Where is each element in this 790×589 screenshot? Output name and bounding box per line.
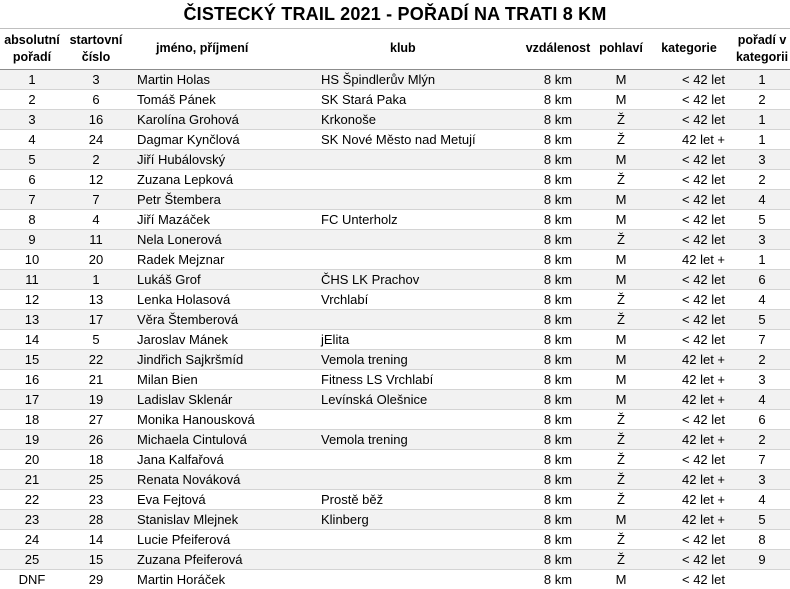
table-row[interactable]: [0, 369, 790, 389]
cell-rank[interactable]: 13: [0, 309, 64, 329]
cell-club[interactable]: [318, 189, 518, 209]
cell-gender[interactable]: M: [598, 269, 644, 289]
cell-gender[interactable]: M: [598, 189, 644, 209]
cell-club[interactable]: Vrchlabí: [318, 289, 518, 309]
cell-cat-rank[interactable]: 5: [734, 209, 790, 229]
header-rank[interactable]: absolutní pořadí: [0, 29, 64, 69]
cell-gender[interactable]: M: [598, 349, 644, 369]
cell-name[interactable]: Renata Nováková: [128, 469, 318, 489]
cell-gender[interactable]: Ž: [598, 129, 644, 149]
cell-rank[interactable]: 2: [0, 89, 64, 109]
cell-name[interactable]: Tomáš Pánek: [128, 89, 318, 109]
cell-rank[interactable]: 20: [0, 449, 64, 469]
table-row[interactable]: [0, 549, 790, 569]
table-row[interactable]: [0, 309, 790, 329]
cell-distance[interactable]: 8 km: [518, 149, 598, 169]
cell-cat-rank[interactable]: 3: [734, 149, 790, 169]
cell-club[interactable]: Klinberg: [318, 509, 518, 529]
cell-name[interactable]: Jiří Hubálovský: [128, 149, 318, 169]
cell-cat-rank[interactable]: 7: [734, 449, 790, 469]
header-club[interactable]: klub: [318, 29, 518, 69]
cell-category[interactable]: 42 let +: [644, 469, 734, 489]
cell-distance[interactable]: 8 km: [518, 349, 598, 369]
results-body: [0, 69, 790, 589]
cell-category[interactable]: 42 let +: [644, 129, 734, 149]
cell-bib[interactable]: 11: [64, 229, 128, 249]
cell-category[interactable]: 42 let +: [644, 489, 734, 509]
cell-category[interactable]: < 42 let: [644, 329, 734, 349]
cell-bib[interactable]: 20: [64, 249, 128, 269]
table-row[interactable]: [0, 149, 790, 169]
cell-rank[interactable]: 12: [0, 289, 64, 309]
table-row[interactable]: [0, 529, 790, 549]
cell-cat-rank[interactable]: 7: [734, 329, 790, 349]
cell-cat-rank[interactable]: 1: [734, 109, 790, 129]
cell-gender[interactable]: Ž: [598, 109, 644, 129]
cell-cat-rank[interactable]: 6: [734, 409, 790, 429]
cell-club[interactable]: Krkonoše: [318, 109, 518, 129]
header-name[interactable]: jméno, příjmení: [128, 29, 318, 69]
cell-name[interactable]: Jaroslav Mánek: [128, 329, 318, 349]
cell-name[interactable]: Zuzana Lepková: [128, 169, 318, 189]
cell-bib[interactable]: 27: [64, 409, 128, 429]
cell-rank[interactable]: 17: [0, 389, 64, 409]
cell-category[interactable]: 42 let +: [644, 349, 734, 369]
cell-club[interactable]: jElita: [318, 329, 518, 349]
cell-category[interactable]: < 42 let: [644, 529, 734, 549]
cell-cat-rank[interactable]: 3: [734, 369, 790, 389]
table-row[interactable]: [0, 329, 790, 349]
cell-cat-rank[interactable]: 5: [734, 509, 790, 529]
header-gender[interactable]: pohlaví: [598, 29, 644, 69]
cell-gender[interactable]: Ž: [598, 409, 644, 429]
cell-category[interactable]: < 42 let: [644, 69, 734, 89]
cell-club[interactable]: Levínská Olešnice: [318, 389, 518, 409]
cell-distance[interactable]: 8 km: [518, 169, 598, 189]
cell-name[interactable]: Nela Lonerová: [128, 229, 318, 249]
cell-gender[interactable]: Ž: [598, 169, 644, 189]
cell-category[interactable]: < 42 let: [644, 569, 734, 589]
cell-gender[interactable]: M: [598, 569, 644, 589]
cell-cat-rank[interactable]: 5: [734, 309, 790, 329]
cell-club[interactable]: Fitness LS Vrchlabí: [318, 369, 518, 389]
cell-distance[interactable]: 8 km: [518, 89, 598, 109]
table-row[interactable]: [0, 189, 790, 209]
cell-name[interactable]: Lucie Pfeiferová: [128, 529, 318, 549]
table-row[interactable]: [0, 249, 790, 269]
cell-category[interactable]: < 42 let: [644, 169, 734, 189]
table-row[interactable]: [0, 409, 790, 429]
cell-club[interactable]: [318, 529, 518, 549]
cell-bib[interactable]: 1: [64, 269, 128, 289]
cell-category[interactable]: < 42 let: [644, 549, 734, 569]
cell-rank[interactable]: 3: [0, 109, 64, 129]
cell-bib[interactable]: 5: [64, 329, 128, 349]
cell-club[interactable]: [318, 569, 518, 589]
cell-category[interactable]: < 42 let: [644, 289, 734, 309]
cell-name[interactable]: Jindřich Sajkršmíd: [128, 349, 318, 369]
cell-rank[interactable]: 25: [0, 549, 64, 569]
cell-gender[interactable]: Ž: [598, 429, 644, 449]
cell-name[interactable]: Michaela Cintulová: [128, 429, 318, 449]
cell-bib[interactable]: 18: [64, 449, 128, 469]
cell-category[interactable]: < 42 let: [644, 449, 734, 469]
cell-name[interactable]: Stanislav Mlejnek: [128, 509, 318, 529]
cell-bib[interactable]: 28: [64, 509, 128, 529]
cell-cat-rank[interactable]: 4: [734, 389, 790, 409]
cell-rank[interactable]: DNF: [0, 569, 64, 589]
cell-club[interactable]: [318, 229, 518, 249]
table-row[interactable]: [0, 509, 790, 529]
cell-bib[interactable]: 14: [64, 529, 128, 549]
cell-club[interactable]: [318, 469, 518, 489]
cell-distance[interactable]: 8 km: [518, 369, 598, 389]
cell-gender[interactable]: M: [598, 369, 644, 389]
table-row[interactable]: [0, 449, 790, 469]
cell-distance[interactable]: 8 km: [518, 229, 598, 249]
cell-distance[interactable]: 8 km: [518, 409, 598, 429]
cell-gender[interactable]: M: [598, 209, 644, 229]
table-row[interactable]: [0, 489, 790, 509]
cell-distance[interactable]: 8 km: [518, 329, 598, 349]
cell-distance[interactable]: 8 km: [518, 129, 598, 149]
header-cat-rank[interactable]: pořadí v kategorii: [734, 29, 790, 69]
cell-name[interactable]: Zuzana Pfeiferová: [128, 549, 318, 569]
cell-gender[interactable]: Ž: [598, 229, 644, 249]
cell-gender[interactable]: Ž: [598, 489, 644, 509]
cell-distance[interactable]: 8 km: [518, 529, 598, 549]
cell-bib[interactable]: 24: [64, 129, 128, 149]
cell-club[interactable]: Vemola trening: [318, 429, 518, 449]
table-row[interactable]: [0, 109, 790, 129]
cell-club[interactable]: [318, 149, 518, 169]
cell-gender[interactable]: Ž: [598, 529, 644, 549]
cell-club[interactable]: FC Unterholz: [318, 209, 518, 229]
page-title: ČISTECKÝ TRAIL 2021 - POŘADÍ NA TRATI 8 KM: [0, 0, 790, 29]
cell-rank[interactable]: 23: [0, 509, 64, 529]
cell-name[interactable]: Martin Holas: [128, 69, 318, 89]
cell-bib[interactable]: 12: [64, 169, 128, 189]
cell-name[interactable]: Martin Horáček: [128, 569, 318, 589]
table-row[interactable]: [0, 389, 790, 409]
cell-rank[interactable]: 22: [0, 489, 64, 509]
cell-gender[interactable]: M: [598, 509, 644, 529]
cell-distance[interactable]: 8 km: [518, 429, 598, 449]
cell-bib[interactable]: 19: [64, 389, 128, 409]
cell-club[interactable]: SK Nové Město nad Metují: [318, 129, 518, 149]
cell-name[interactable]: Ladislav Sklenár: [128, 389, 318, 409]
header-bib[interactable]: startovní číslo: [64, 29, 128, 69]
cell-rank[interactable]: 18: [0, 409, 64, 429]
cell-gender[interactable]: Ž: [598, 289, 644, 309]
cell-category[interactable]: < 42 let: [644, 89, 734, 109]
cell-cat-rank[interactable]: 1: [734, 129, 790, 149]
cell-bib[interactable]: 6: [64, 89, 128, 109]
cell-rank[interactable]: 6: [0, 169, 64, 189]
cell-cat-rank[interactable]: 2: [734, 169, 790, 189]
cell-bib[interactable]: 23: [64, 489, 128, 509]
cell-gender[interactable]: Ž: [598, 449, 644, 469]
cell-category[interactable]: 42 let +: [644, 249, 734, 269]
cell-club[interactable]: [318, 409, 518, 429]
cell-rank[interactable]: 10: [0, 249, 64, 269]
table-row[interactable]: [0, 169, 790, 189]
cell-rank[interactable]: 15: [0, 349, 64, 369]
cell-rank[interactable]: 4: [0, 129, 64, 149]
cell-name[interactable]: Věra Štemberová: [128, 309, 318, 329]
cell-category[interactable]: < 42 let: [644, 189, 734, 209]
cell-bib[interactable]: 16: [64, 109, 128, 129]
cell-name[interactable]: Lukáš Grof: [128, 269, 318, 289]
cell-cat-rank[interactable]: [734, 569, 790, 589]
cell-category[interactable]: < 42 let: [644, 229, 734, 249]
cell-rank[interactable]: 5: [0, 149, 64, 169]
cell-club[interactable]: [318, 449, 518, 469]
table-row[interactable]: [0, 269, 790, 289]
cell-rank[interactable]: 9: [0, 229, 64, 249]
cell-category[interactable]: < 42 let: [644, 409, 734, 429]
table-row[interactable]: [0, 129, 790, 149]
cell-club[interactable]: Vemola trening: [318, 349, 518, 369]
cell-cat-rank[interactable]: 4: [734, 289, 790, 309]
cell-bib[interactable]: 3: [64, 69, 128, 89]
cell-club[interactable]: ČHS LK Prachov: [318, 269, 518, 289]
cell-gender[interactable]: M: [598, 89, 644, 109]
cell-distance[interactable]: 8 km: [518, 389, 598, 409]
cell-name[interactable]: Monika Hanousková: [128, 409, 318, 429]
cell-distance[interactable]: 8 km: [518, 569, 598, 589]
cell-category[interactable]: < 42 let: [644, 149, 734, 169]
cell-rank[interactable]: 16: [0, 369, 64, 389]
cell-name[interactable]: Milan Bien: [128, 369, 318, 389]
cell-cat-rank[interactable]: 9: [734, 549, 790, 569]
cell-category[interactable]: 42 let +: [644, 369, 734, 389]
cell-gender[interactable]: Ž: [598, 309, 644, 329]
cell-cat-rank[interactable]: 3: [734, 229, 790, 249]
cell-club[interactable]: SK Stará Paka: [318, 89, 518, 109]
cell-rank[interactable]: 7: [0, 189, 64, 209]
cell-category[interactable]: < 42 let: [644, 209, 734, 229]
cell-rank[interactable]: 24: [0, 529, 64, 549]
cell-bib[interactable]: 17: [64, 309, 128, 329]
cell-cat-rank[interactable]: 1: [734, 249, 790, 269]
cell-distance[interactable]: 8 km: [518, 249, 598, 269]
cell-rank[interactable]: 1: [0, 69, 64, 89]
cell-category[interactable]: < 42 let: [644, 309, 734, 329]
cell-cat-rank[interactable]: 4: [734, 489, 790, 509]
cell-name[interactable]: Lenka Holasová: [128, 289, 318, 309]
cell-name[interactable]: Karolína Grohová: [128, 109, 318, 129]
cell-category[interactable]: 42 let +: [644, 429, 734, 449]
cell-bib[interactable]: 21: [64, 369, 128, 389]
cell-name[interactable]: Jana Kalfařová: [128, 449, 318, 469]
cell-name[interactable]: Jiří Mazáček: [128, 209, 318, 229]
table-row[interactable]: [0, 469, 790, 489]
table-row[interactable]: [0, 229, 790, 249]
cell-distance[interactable]: 8 km: [518, 489, 598, 509]
cell-distance[interactable]: 8 km: [518, 509, 598, 529]
cell-distance[interactable]: 8 km: [518, 549, 598, 569]
cell-cat-rank[interactable]: 2: [734, 429, 790, 449]
cell-rank[interactable]: 21: [0, 469, 64, 489]
cell-name[interactable]: Eva Fejtová: [128, 489, 318, 509]
cell-bib[interactable]: 4: [64, 209, 128, 229]
table-row[interactable]: [0, 89, 790, 109]
cell-name[interactable]: Petr Štembera: [128, 189, 318, 209]
cell-bib[interactable]: 15: [64, 549, 128, 569]
cell-cat-rank[interactable]: 4: [734, 189, 790, 209]
cell-category[interactable]: 42 let +: [644, 389, 734, 409]
cell-bib[interactable]: 29: [64, 569, 128, 589]
cell-distance[interactable]: 8 km: [518, 109, 598, 129]
cell-club[interactable]: HS Špindlerův Mlýn: [318, 69, 518, 89]
header-category[interactable]: kategorie: [644, 29, 734, 69]
table-row[interactable]: [0, 349, 790, 369]
cell-category[interactable]: < 42 let: [644, 269, 734, 289]
cell-gender[interactable]: M: [598, 329, 644, 349]
cell-rank[interactable]: 11: [0, 269, 64, 289]
results-table: [0, 29, 790, 589]
cell-club[interactable]: Prostě běž: [318, 489, 518, 509]
cell-bib[interactable]: 22: [64, 349, 128, 369]
cell-gender[interactable]: Ž: [598, 469, 644, 489]
cell-cat-rank[interactable]: 2: [734, 89, 790, 109]
table-row[interactable]: [0, 69, 790, 89]
cell-club[interactable]: [318, 549, 518, 569]
cell-gender[interactable]: M: [598, 389, 644, 409]
cell-distance[interactable]: 8 km: [518, 209, 598, 229]
cell-distance[interactable]: 8 km: [518, 69, 598, 89]
table-row[interactable]: [0, 429, 790, 449]
cell-distance[interactable]: 8 km: [518, 289, 598, 309]
table-row[interactable]: [0, 209, 790, 229]
cell-cat-rank[interactable]: 6: [734, 269, 790, 289]
cell-category[interactable]: < 42 let: [644, 109, 734, 129]
cell-bib[interactable]: 26: [64, 429, 128, 449]
cell-bib[interactable]: 2: [64, 149, 128, 169]
cell-bib[interactable]: 25: [64, 469, 128, 489]
cell-bib[interactable]: 13: [64, 289, 128, 309]
cell-distance[interactable]: 8 km: [518, 189, 598, 209]
cell-gender[interactable]: Ž: [598, 549, 644, 569]
cell-rank[interactable]: 19: [0, 429, 64, 449]
header-distance[interactable]: vzdálenost: [518, 29, 598, 69]
cell-rank[interactable]: 14: [0, 329, 64, 349]
cell-cat-rank[interactable]: 2: [734, 349, 790, 369]
cell-bib[interactable]: 7: [64, 189, 128, 209]
cell-category[interactable]: 42 let +: [644, 509, 734, 529]
cell-distance[interactable]: 8 km: [518, 469, 598, 489]
table-row[interactable]: [0, 569, 790, 589]
cell-cat-rank[interactable]: 8: [734, 529, 790, 549]
cell-rank[interactable]: 8: [0, 209, 64, 229]
cell-club[interactable]: [318, 169, 518, 189]
cell-club[interactable]: [318, 249, 518, 269]
table-row[interactable]: [0, 289, 790, 309]
cell-cat-rank[interactable]: 1: [734, 69, 790, 89]
cell-name[interactable]: Radek Mejznar: [128, 249, 318, 269]
cell-gender[interactable]: M: [598, 69, 644, 89]
cell-distance[interactable]: 8 km: [518, 309, 598, 329]
cell-name[interactable]: Dagmar Kynčlová: [128, 129, 318, 149]
cell-cat-rank[interactable]: 3: [734, 469, 790, 489]
cell-distance[interactable]: 8 km: [518, 269, 598, 289]
header-row: [0, 29, 790, 69]
cell-gender[interactable]: M: [598, 149, 644, 169]
cell-gender[interactable]: M: [598, 249, 644, 269]
cell-club[interactable]: [318, 309, 518, 329]
cell-distance[interactable]: 8 km: [518, 449, 598, 469]
